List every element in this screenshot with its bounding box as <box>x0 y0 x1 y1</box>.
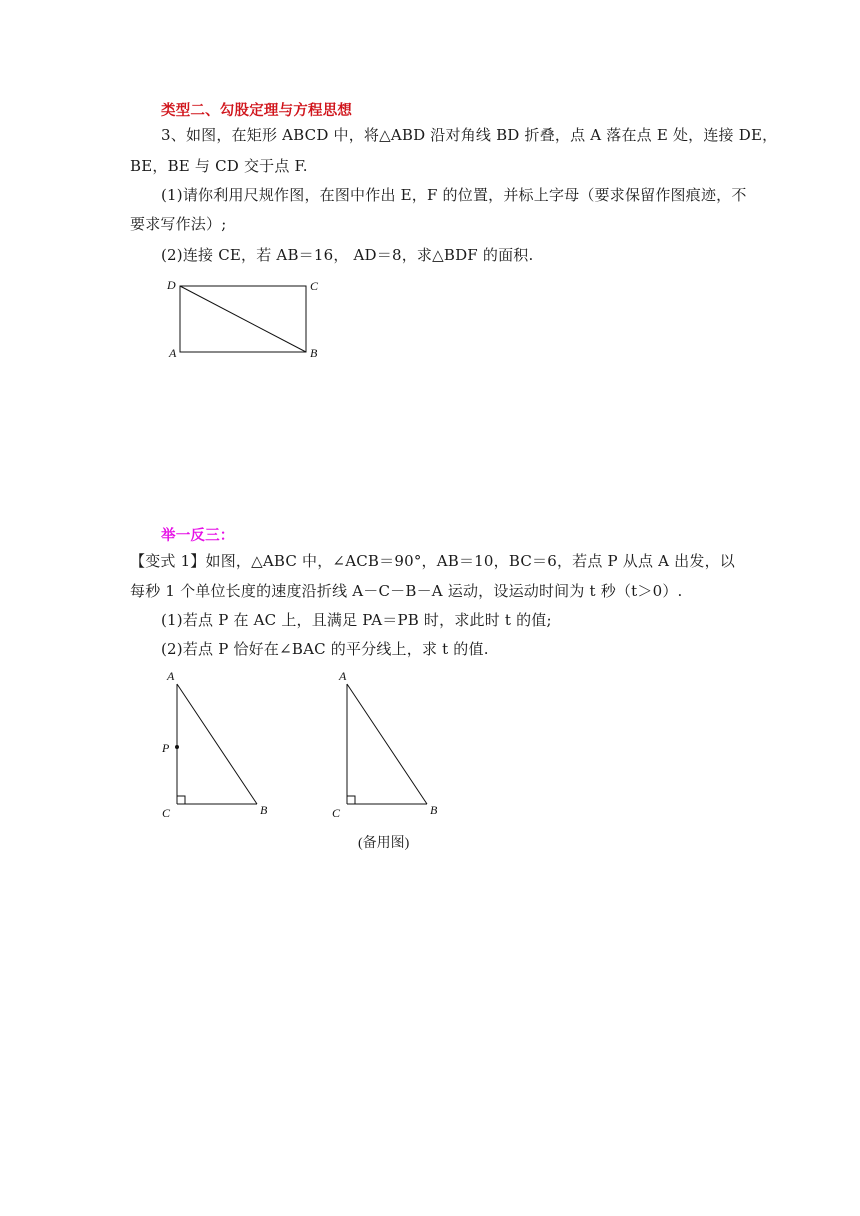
practice-heading: 举一反三： <box>161 528 235 544</box>
label-c: C <box>332 806 341 820</box>
diagonal-bd <box>180 286 306 352</box>
variant-1-line-2: 每秒 1 个单位长度的速度沿折线 A－C－B－A 运动，设运动时间为 t 秒（t＞0）. <box>130 582 683 600</box>
spare-figure-caption: (备用图) <box>358 836 410 851</box>
label-p: P <box>162 741 170 755</box>
side-ab <box>177 684 257 804</box>
label-c: C <box>162 806 171 820</box>
label-a: A <box>339 669 347 683</box>
label-b: B <box>430 803 438 817</box>
label-a: A <box>169 346 177 360</box>
problem-3-line-1: 3、如图，在矩形 ABCD 中，将△ABD 沿对角线 BD 折叠，点 A 落在点 E 处，连接 DE， <box>161 126 778 144</box>
label-c: C <box>310 279 319 293</box>
problem-3-question-2: (2)连接 CE，若 AB＝16， AD＝8，求△BDF 的面积. <box>161 246 534 264</box>
problem-3-question-1-line-2: 要求写作法）; <box>130 215 227 233</box>
label-b: B <box>260 803 268 817</box>
label-d: D <box>167 278 176 292</box>
triangle-figure-with-p <box>156 668 286 828</box>
problem-3-question-1-line-1: (1)请你利用尺规作图，在图中作出 E，F 的位置，并标上字母（要求保留作图痕迹，不 <box>161 186 747 204</box>
side-ab <box>347 684 427 804</box>
right-angle-mark <box>177 796 185 804</box>
rectangle-figure <box>160 276 340 366</box>
label-a: A <box>167 669 175 683</box>
problem-3-line-2: BE，BE 与 CD 交于点 F. <box>130 157 308 175</box>
variant-1-question-1: (1)若点 P 在 AC 上，且满足 PA＝PB 时，求此时 t 的值; <box>161 611 552 629</box>
variant-1-question-2: (2)若点 P 恰好在∠BAC 的平分线上，求 t 的值. <box>161 640 489 658</box>
triangle-figure-spare <box>326 668 456 828</box>
right-angle-mark <box>347 796 355 804</box>
variant-1-line-1: 【变式 1】如图，△ABC 中，∠ACB＝90°，AB＝10，BC＝6，若点 P 从点 A 出发，以 <box>130 552 735 570</box>
section-heading: 类型二、勾股定理与方程思想 <box>161 103 353 119</box>
point-p <box>175 745 179 749</box>
label-b: B <box>310 346 318 360</box>
